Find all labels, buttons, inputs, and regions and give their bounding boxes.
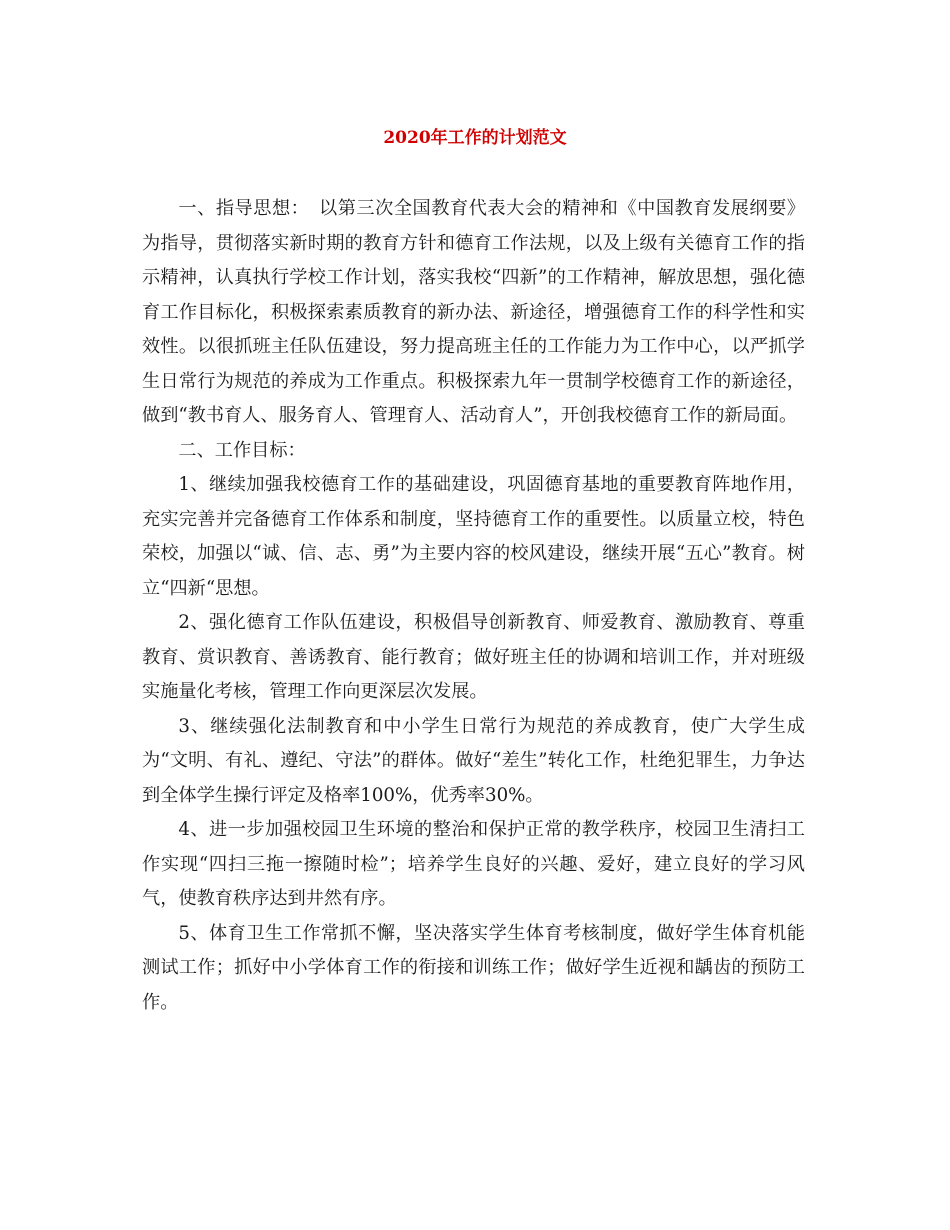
paragraph-goal-2: 2、强化德育工作队伍建设，积极倡导创新教育、师爱教育、激励教育、尊重教育、赏识教育、善诱教育、能行教育；做好班主任的协调和培训工作，并对班级实施量化考核，管理工作向更深层次发展。 — [142, 612, 805, 702]
paragraph-goal-3: 3、继续强化法制教育和中小学生日常行为规范的养成教育，使广大学生成为“文明、有礼、遵纪、守法”的群体。做好“差生”转化工作，杜绝犯罪生，力争达到全体学生操行评定及格率100%，优秀率30%。 — [142, 715, 805, 806]
document-title: 2020年工作的计划范文 — [383, 128, 567, 148]
paragraph-goal-5: 5、体育卫生工作常抓不懈，坚决落实学生体育考核制度，做好学生体育机能测试工作；抓好中小学体育工作的衔接和训练工作；做好学生近视和龋齿的预防工作。 — [142, 922, 805, 1013]
document-body — [142, 192, 805, 1020]
paragraph-guiding-ideology: 一、指导思想： 以第三次全国教育代表大会的精神和《中国教育发展纲要》为指导，贯彻落实新时期的教育方针和德育工作法规，以及上级有关德育工作的指示精神，认真执行学校工作计划，落实我校“四新”的工作精神，解放思想，强化德育工作目标化，积极探索素质教育的新办法、新途径，增强德育工作的科学性和实效性。以很抓班主任队伍建设，努力提高班主任的工作能力为工作中心，以严抓学生日常行为规范的养成为工作重点。积极探索九年一贯制学校德育工作的新途径，做到“教书育人、服务育人、管理育人、活动育人”，开创我校德育工作的新局面。 — [142, 198, 805, 426]
paragraph-goal-4: 4、进一步加强校园卫生环境的整治和保护正常的教学秩序，校园卫生清扫工作实现“四扫三拖一擦随时检”；培养学生良好的兴趣、爱好，建立良好的学习风气，使教育秩序达到井然有序。 — [142, 819, 805, 909]
paragraph-work-goals-heading: 二、工作目标： — [178, 439, 306, 461]
paragraph-goal-1: 1、继续加强我校德育工作的基础建设，巩固德育基地的重要教育阵地作用，充实完善并完备德育工作体系和制度，坚持德育工作的重要性。以质量立校，特色荣校，加强以“诚、信、志、勇”为主要内容的校风建设，继续开展“五心”教育。树立“四新“思想。 — [142, 474, 805, 599]
